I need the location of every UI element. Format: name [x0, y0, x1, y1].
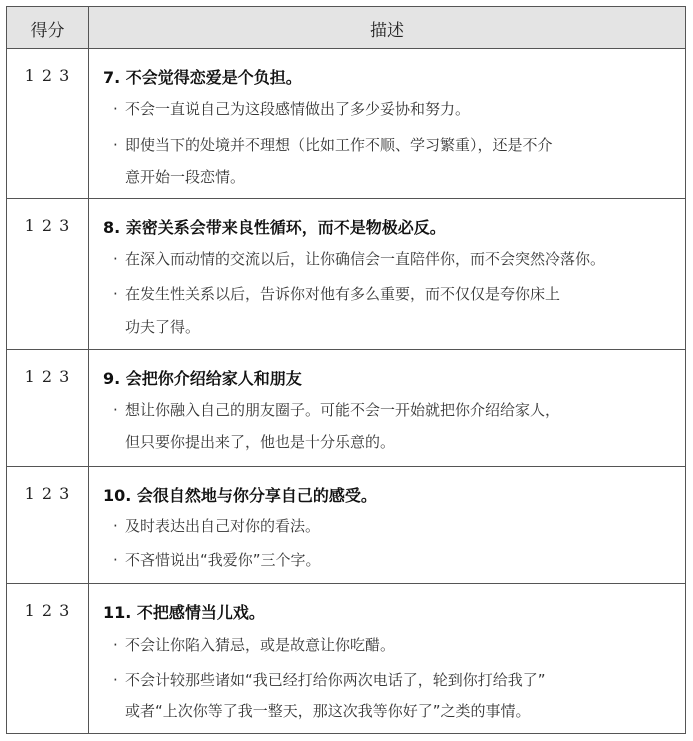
bullet-continuation: 功夫了得。 [125, 318, 201, 336]
table-row [7, 467, 685, 584]
table-row [7, 49, 685, 199]
item-title: 10. 会很自然地与你分享自己的感受。 [103, 486, 377, 505]
score-options: 1 2 3 [7, 467, 89, 583]
bullet-dot: · [113, 250, 118, 268]
scoring-table [6, 6, 686, 734]
item-title: 9. 会把你介绍给家人和朋友 [103, 369, 302, 388]
table-row [7, 199, 685, 350]
bullet-dot: · [113, 136, 118, 154]
bullet-text: · 想让你融入自己的朋友圈子。可能不会一开始就把你介绍给家人， [125, 394, 560, 426]
score-options: 1 2 3 [7, 584, 89, 734]
bullet-continuation: 意开始一段恋情。 [125, 168, 246, 186]
header-description: 描述 [370, 20, 404, 41]
bullet-text: · 不会让你陷入猜忌，或是故意让你吃醋。 [125, 629, 395, 661]
bullet-continuation: 但只要你提出来了，他也是十分乐意的。 [125, 433, 396, 451]
score-options: 1 2 3 [7, 49, 89, 198]
bullet-text: · 不会计较那些诸如“我已经打给你两次电话了，轮到你打给我了” [125, 664, 546, 696]
table-row [7, 584, 685, 734]
bullet-text: · 不吝惜说出“我爱你”三个字。 [125, 544, 321, 576]
bullet-dot: · [113, 551, 118, 569]
bullet-dot: · [113, 401, 118, 419]
item-title: 11. 不把感情当儿戏。 [103, 603, 265, 622]
item-title: 7. 不会觉得恋爱是个负担。 [103, 68, 302, 87]
bullet-dot: · [113, 671, 118, 689]
bullet-text: · 及时表达出自己对你的看法。 [125, 510, 320, 542]
bullet-dot: · [113, 517, 118, 535]
bullet-continuation: 或者“上次你等了我一整天，那这次我等你好了”之类的事情。 [125, 702, 531, 720]
bullet-text: · 在深入而动情的交流以后，让你确信会一直陪伴你，而不会突然冷落你。 [125, 243, 605, 275]
row-description [89, 199, 685, 349]
row-description [89, 350, 685, 466]
bullet-dot: · [113, 636, 118, 654]
header-score: 得分 [7, 7, 89, 49]
bullet-text: · 在发生性关系以后，告诉你对他有多么重要，而不仅仅是夸你床上 [125, 278, 560, 310]
row-description [89, 467, 685, 583]
row-description [89, 49, 685, 198]
item-title: 8. 亲密关系会带来良性循环，而不是物极必反。 [103, 218, 446, 237]
row-description [89, 584, 685, 734]
bullet-text: · 不会一直说自己为这段感情做出了多少妥协和努力。 [125, 93, 470, 125]
bullet-text: · 即使当下的处境并不理想（比如工作不顺、学习繁重），还是不介 [125, 129, 553, 161]
score-options: 1 2 3 [7, 199, 89, 349]
bullet-dot: · [113, 100, 118, 118]
table-header [7, 7, 685, 49]
bullet-dot: · [113, 285, 118, 303]
score-options: 1 2 3 [7, 350, 89, 466]
table-body [7, 49, 685, 734]
table-row [7, 350, 685, 467]
